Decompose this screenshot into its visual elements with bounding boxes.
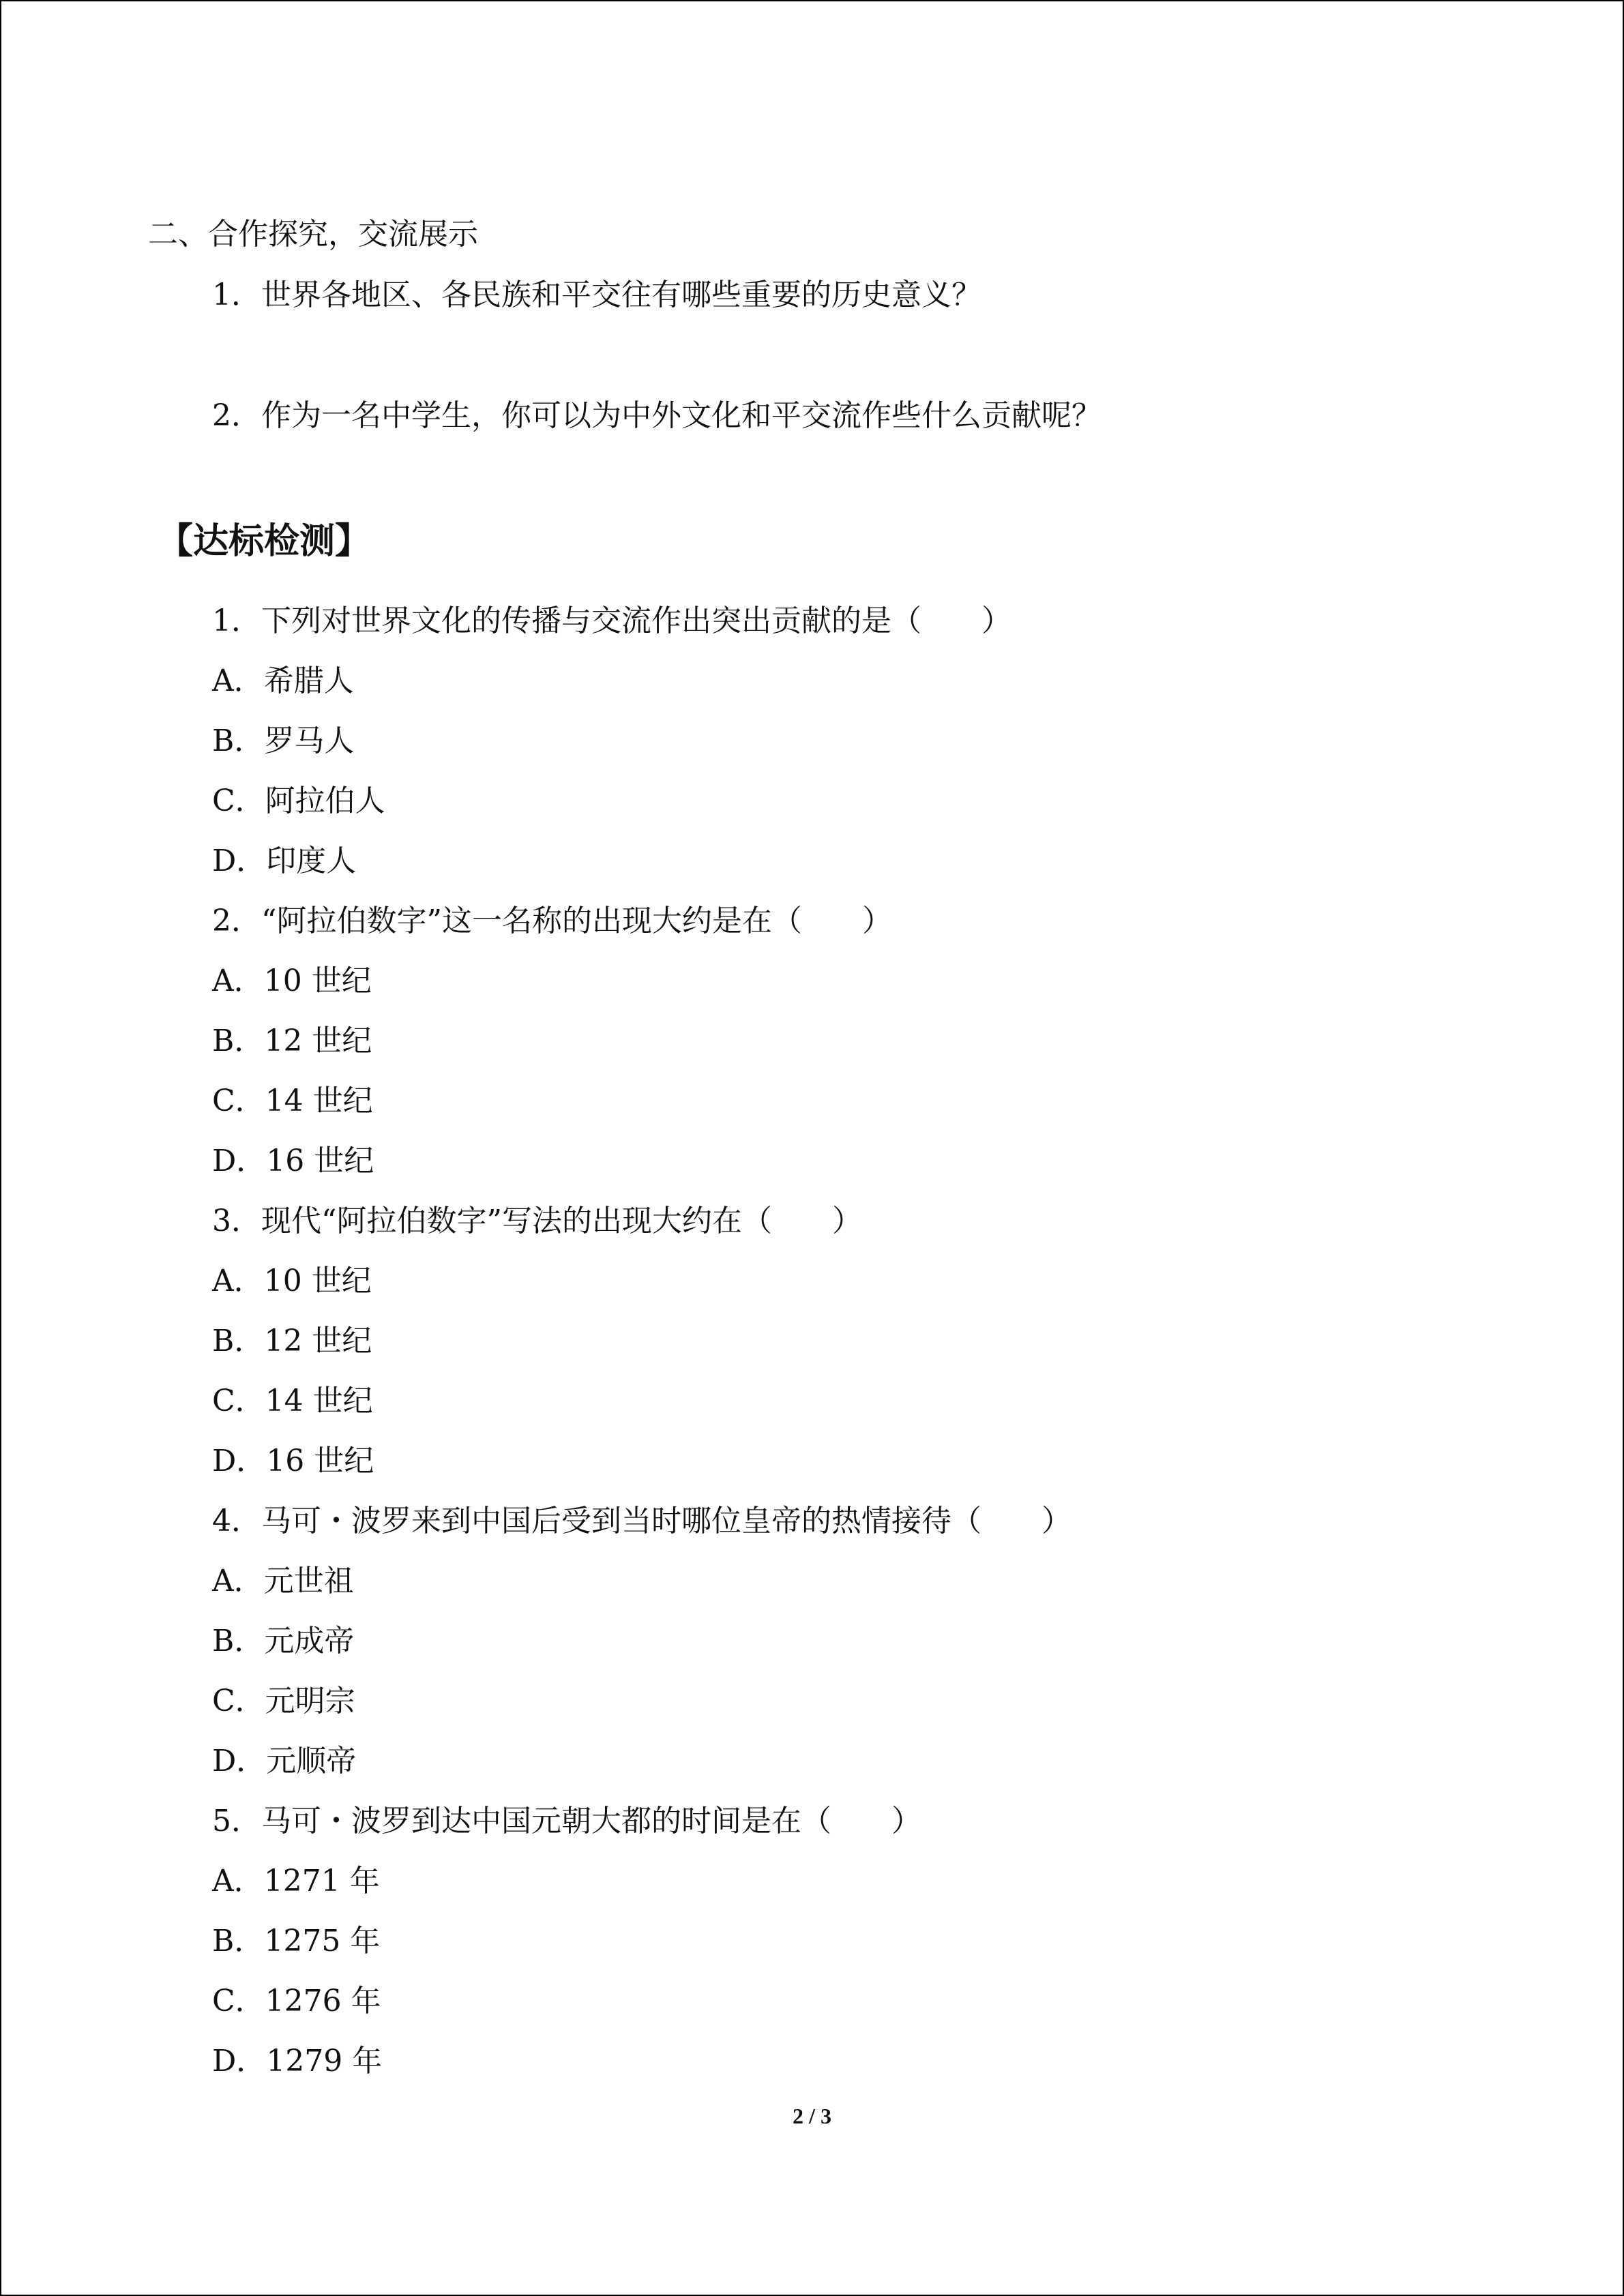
question-stem-1: 1．下列对世界文化的传播与交流作出突出贡献的是（ ） [212, 603, 1012, 638]
section-title: 二、合作探究，交流展示 [148, 217, 478, 252]
option-2a: A．10 世纪 [212, 964, 372, 998]
page-number: 2 / 3 [793, 2104, 831, 2128]
question-stem-2: 2．“阿拉伯数字”这一名称的出现大约是在（ ） [212, 904, 892, 938]
option-4a: A．元世祖 [212, 1564, 354, 1598]
discussion-question-1: 1．世界各地区、各民族和平交往有哪些重要的历史意义？ [212, 278, 981, 312]
option-2d: D．16 世纪 [212, 1144, 374, 1178]
option-4b: B．元成帝 [212, 1624, 355, 1658]
option-5d: D．1279 年 [212, 2044, 383, 2078]
option-1c: C．阿拉伯人 [212, 784, 385, 818]
discussion-question-2: 2．作为一名中学生，你可以为中外文化和平交流作些什么贡献呢？ [212, 398, 1102, 433]
question-stem-5: 5．马可・波罗到达中国元朝大都的时间是在（ ） [212, 1804, 921, 1838]
question-stem-3: 3．现代“阿拉伯数字”写法的出现大约在（ ） [212, 1204, 862, 1238]
option-3d: D．16 世纪 [212, 1444, 374, 1478]
option-1b: B．罗马人 [212, 724, 355, 758]
option-1a: A．希腊人 [212, 664, 354, 698]
option-5b: B．1275 年 [212, 1924, 381, 1958]
option-2c: C．14 世纪 [212, 1084, 373, 1118]
test-heading: 【达标检测】 [158, 521, 371, 562]
option-3c: C．14 世纪 [212, 1384, 373, 1418]
option-3b: B．12 世纪 [212, 1324, 372, 1358]
option-1d: D．印度人 [212, 844, 357, 878]
option-5c: C．1276 年 [212, 1984, 381, 2018]
question-stem-4: 4．马可・波罗来到中国后受到当时哪位皇帝的热情接待（ ） [212, 1504, 1072, 1538]
option-5a: A．1271 年 [212, 1864, 380, 1898]
option-3a: A．10 世纪 [212, 1264, 372, 1298]
option-2b: B．12 世纪 [212, 1024, 372, 1058]
option-4c: C．元明宗 [212, 1684, 355, 1718]
option-4d: D．元顺帝 [212, 1744, 357, 1778]
